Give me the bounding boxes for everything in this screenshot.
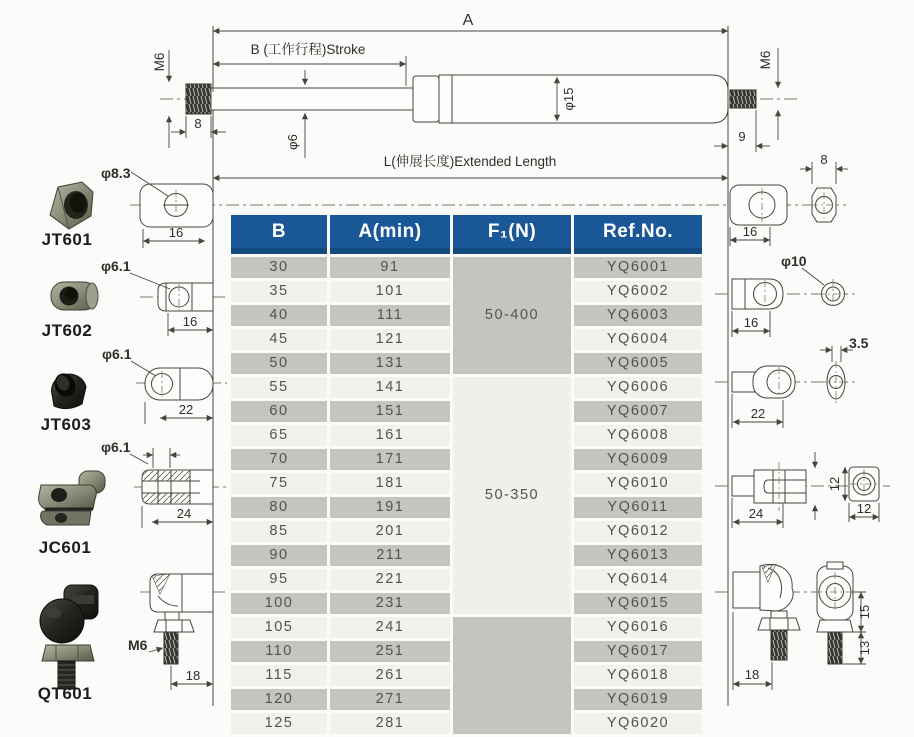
spec-table-body bbox=[231, 257, 702, 734]
right1-front-dim: 16 bbox=[742, 224, 758, 239]
cell-a-min: 231 bbox=[330, 593, 450, 614]
gas-spring-side-view bbox=[152, 12, 800, 178]
cell-ref-no: YQ6017 bbox=[574, 641, 702, 662]
jt602-dim: 16 bbox=[182, 314, 198, 329]
cell-a-min: 111 bbox=[330, 305, 450, 326]
rod-dia-label: φ6 bbox=[285, 134, 300, 150]
right2-front-dim: 16 bbox=[743, 315, 759, 330]
cell-ref-no: YQ6003 bbox=[574, 305, 702, 326]
right3-front-dim: 22 bbox=[750, 406, 766, 421]
col-header-f1: F₁(N) bbox=[453, 215, 571, 254]
cell-b: 50 bbox=[231, 353, 327, 374]
jt602-drawing bbox=[101, 258, 227, 336]
cell-ref-no: YQ6015 bbox=[574, 593, 702, 614]
piston-rod bbox=[211, 88, 413, 110]
jc601-label: JC601 bbox=[38, 538, 92, 557]
cell-a-min: 201 bbox=[330, 521, 450, 542]
right-fitting5-drawing bbox=[715, 562, 872, 690]
cell-b: 100 bbox=[231, 593, 327, 614]
cell-a-min: 121 bbox=[330, 329, 450, 350]
cell-b: 120 bbox=[231, 689, 327, 710]
cell-ref-no: YQ6009 bbox=[574, 449, 702, 470]
dim-a-label: A bbox=[462, 12, 474, 29]
cell-a-min: 251 bbox=[330, 641, 450, 662]
thread-left bbox=[186, 84, 211, 114]
cell-b: 60 bbox=[231, 401, 327, 422]
jt603-label: JT603 bbox=[40, 415, 92, 434]
tube-dia-label: φ15 bbox=[561, 87, 576, 111]
cell-ref-no: YQ6005 bbox=[574, 353, 702, 374]
extended-length-label: L(伸展长度)Extended Length bbox=[383, 154, 557, 169]
cell-a-min: 221 bbox=[330, 569, 450, 590]
right1-side-dim: 8 bbox=[820, 152, 828, 167]
cell-a-min: 191 bbox=[330, 497, 450, 518]
jc601-dia-label: φ6.1 bbox=[101, 439, 131, 455]
right4-front-dim: 24 bbox=[748, 506, 764, 521]
jc601-drawing bbox=[101, 439, 227, 528]
jt603-dia-label: φ6.1 bbox=[102, 346, 132, 362]
cell-b: 85 bbox=[231, 521, 327, 542]
cell-ref-no: YQ6020 bbox=[574, 713, 702, 734]
cell-b: 110 bbox=[231, 641, 327, 662]
cell-b: 55 bbox=[231, 377, 327, 398]
cell-ref-no: YQ6004 bbox=[574, 329, 702, 350]
jt602-label: JT602 bbox=[41, 321, 93, 340]
cell-a-min: 131 bbox=[330, 353, 450, 374]
cell-b: 75 bbox=[231, 473, 327, 494]
cell-b: 80 bbox=[231, 497, 327, 518]
dim-b-stroke-label: B (工作行程)Stroke bbox=[250, 42, 366, 57]
cell-a-min: 151 bbox=[330, 401, 450, 422]
thread-right bbox=[730, 90, 756, 108]
cell-ref-no: YQ6010 bbox=[574, 473, 702, 494]
cell-ref-no: YQ6016 bbox=[574, 617, 702, 638]
col-header-ref: Ref.No. bbox=[574, 215, 702, 254]
jc601-photo bbox=[33, 465, 115, 544]
cell-a-min: 281 bbox=[330, 713, 450, 734]
qt601-drawing bbox=[128, 574, 227, 690]
cell-ref-no: YQ6019 bbox=[574, 689, 702, 710]
jt601-dim: 16 bbox=[168, 225, 184, 240]
cell-b: 90 bbox=[231, 545, 327, 566]
col-header-b: B bbox=[231, 215, 327, 254]
cell-a-min: 271 bbox=[330, 689, 450, 710]
cell-ref-no: YQ6013 bbox=[574, 545, 702, 566]
jt602-photo bbox=[48, 273, 100, 324]
right-fitting2-drawing bbox=[715, 253, 856, 337]
jc601-dim: 24 bbox=[176, 506, 192, 521]
cell-ref-no: YQ6011 bbox=[574, 497, 702, 518]
cell-a-min: 161 bbox=[330, 425, 450, 446]
table-row bbox=[231, 257, 702, 278]
spec-table bbox=[228, 212, 705, 737]
right-eyelet1-drawing bbox=[730, 152, 848, 246]
cell-b: 45 bbox=[231, 329, 327, 350]
thread-left-label: M6 bbox=[152, 52, 167, 72]
cell-b: 30 bbox=[231, 257, 327, 278]
right4-side-h: 12 bbox=[827, 476, 842, 492]
table-row bbox=[231, 617, 702, 638]
cell-b: 40 bbox=[231, 305, 327, 326]
cell-a-min: 101 bbox=[330, 281, 450, 302]
thread-len-right: 9 bbox=[738, 129, 746, 144]
tube-collar bbox=[413, 76, 439, 122]
right5-dim-13: 13 bbox=[857, 640, 872, 656]
cell-b: 125 bbox=[231, 713, 327, 734]
cell-ref-no: YQ6002 bbox=[574, 281, 702, 302]
cell-ref-no: YQ6001 bbox=[574, 257, 702, 278]
cell-f1-group bbox=[453, 617, 571, 734]
cell-ref-no: YQ6007 bbox=[574, 401, 702, 422]
right-fitting4-drawing bbox=[715, 452, 890, 528]
cell-a-min: 261 bbox=[330, 665, 450, 686]
thread-len-left: 8 bbox=[194, 116, 202, 131]
right2-side-dim: φ10 bbox=[781, 253, 807, 269]
cell-f1-group: 50-350 bbox=[453, 377, 571, 614]
table-row bbox=[231, 377, 702, 398]
jt601-dia-label: φ8.3 bbox=[101, 165, 131, 181]
header-row bbox=[231, 215, 702, 254]
right3-side-dim: 3.5 bbox=[849, 335, 869, 351]
cell-b: 95 bbox=[231, 569, 327, 590]
cell-ref-no: YQ6018 bbox=[574, 665, 702, 686]
right-fitting3-drawing bbox=[715, 335, 869, 428]
qt601-dim: 18 bbox=[185, 668, 201, 683]
cell-b: 115 bbox=[231, 665, 327, 686]
col-header-a-min: A(min) bbox=[330, 215, 450, 254]
jt601-label: JT601 bbox=[41, 230, 93, 249]
cell-b: 105 bbox=[231, 617, 327, 638]
cell-a-min: 211 bbox=[330, 545, 450, 566]
cell-b: 35 bbox=[231, 281, 327, 302]
jt601-drawing bbox=[101, 165, 213, 248]
jt602-dia-label: φ6.1 bbox=[101, 258, 131, 274]
cell-a-min: 241 bbox=[330, 617, 450, 638]
right5-front-dim: 18 bbox=[744, 667, 760, 682]
right4-side-w: 12 bbox=[856, 501, 872, 516]
qt601-photo bbox=[36, 583, 106, 696]
right5-dim-15: 15 bbox=[857, 604, 872, 620]
jt603-dim: 22 bbox=[178, 402, 194, 417]
cell-ref-no: YQ6012 bbox=[574, 521, 702, 542]
jt603-drawing bbox=[102, 346, 227, 424]
cell-a-min: 171 bbox=[330, 449, 450, 470]
tube-body bbox=[439, 75, 728, 123]
cell-ref-no: YQ6006 bbox=[574, 377, 702, 398]
cell-a-min: 91 bbox=[330, 257, 450, 278]
cell-a-min: 181 bbox=[330, 473, 450, 494]
cell-a-min: 141 bbox=[330, 377, 450, 398]
qt601-label: QT601 bbox=[37, 684, 93, 703]
cell-ref-no: YQ6014 bbox=[574, 569, 702, 590]
cell-f1-group: 50-400 bbox=[453, 257, 571, 374]
cell-b: 70 bbox=[231, 449, 327, 470]
jt603-photo bbox=[40, 360, 98, 417]
thread-right-label: M6 bbox=[758, 50, 773, 70]
qt601-dia-label: M6 bbox=[128, 637, 148, 653]
cell-b: 65 bbox=[231, 425, 327, 446]
cell-ref-no: YQ6008 bbox=[574, 425, 702, 446]
